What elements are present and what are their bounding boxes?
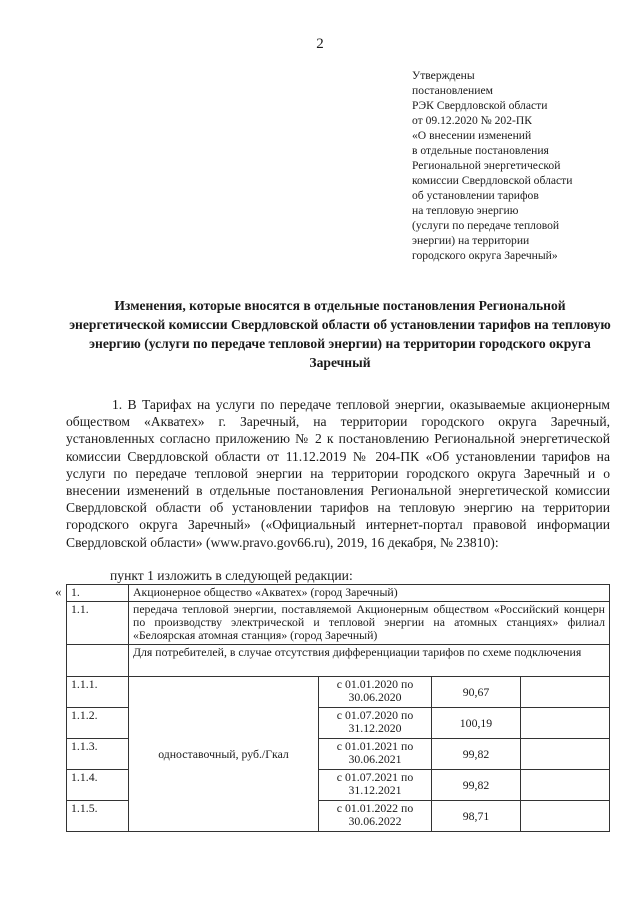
tariff-table bbox=[66, 584, 610, 832]
page-number: 2 bbox=[316, 36, 324, 52]
approval-line: Региональной энергетической bbox=[412, 159, 561, 172]
row-number: 1.1.2. bbox=[67, 708, 129, 739]
row-number: 1. bbox=[67, 585, 129, 602]
org-name-cell: Акционерное общество «Акватех» (город Заречный) bbox=[129, 585, 610, 602]
tariff-value: 98,71 bbox=[432, 801, 521, 832]
approval-line: энергии) на территории bbox=[412, 234, 530, 247]
document-heading: Изменения, которые вносятся в отдельные постановления Региональной энергетической комиссии Свердловской области об установлении тарифов на тепловую энергию (услуги по передаче тепловой энергии) на территории городского округа Заречный bbox=[69, 298, 611, 370]
approval-line: от 09.12.2020 № 202-ПК bbox=[412, 114, 532, 127]
period-cell: с 01.01.2020 по 30.06.2020 bbox=[319, 677, 432, 708]
approval-line: на тепловую энергию bbox=[412, 204, 519, 217]
approval-block bbox=[412, 68, 622, 263]
approval-line: городского округа Заречный» bbox=[412, 249, 558, 262]
period-cell: с 01.07.2020 по 31.12.2020 bbox=[319, 708, 432, 739]
row-number: 1.1.1. bbox=[67, 677, 129, 708]
row-number: 1.1.3. bbox=[67, 739, 129, 770]
row-number: 1.1.5. bbox=[67, 801, 129, 832]
table-row bbox=[67, 585, 610, 602]
empty-cell bbox=[521, 677, 610, 708]
approval-line: (услуги по передаче тепловой bbox=[412, 219, 560, 232]
row-number: 1.1. bbox=[67, 602, 129, 645]
opening-quote: « bbox=[55, 584, 62, 599]
approval-line: в отдельные постановления bbox=[412, 144, 549, 157]
approval-line: Утверждены bbox=[412, 69, 475, 82]
approval-line: «О внесении изменений bbox=[412, 129, 532, 142]
row-number: 1.1.4. bbox=[67, 770, 129, 801]
tariff-value: 99,82 bbox=[432, 739, 521, 770]
period-cell: с 01.01.2022 по 30.06.2022 bbox=[319, 801, 432, 832]
approval-line: комиссии Свердловской области bbox=[412, 174, 573, 187]
approval-line: об установлении тарифов bbox=[412, 189, 539, 202]
table-row bbox=[67, 677, 610, 708]
approval-line: РЭК Свердловской области bbox=[412, 99, 548, 112]
tariff-value: 90,67 bbox=[432, 677, 521, 708]
approval-line: постановлением bbox=[412, 84, 493, 97]
tariff-value: 100,19 bbox=[432, 708, 521, 739]
row-number-empty bbox=[67, 645, 129, 677]
empty-cell bbox=[521, 770, 610, 801]
period-cell: с 01.01.2021 по 30.06.2021 bbox=[319, 739, 432, 770]
empty-cell bbox=[521, 708, 610, 739]
point-instruction: пункт 1 изложить в следующей редакции: bbox=[110, 568, 353, 583]
paragraph-1: 1. В Тарифах на услуги по передаче тепловой энергии, оказываемые акционерным обществом «Акватех» г. Заречный, на территории городского округа Заречный, установленных согласно приложению № 2 к постановлению Региональной энергетической комиссии Свердловской области от 11.12.2019 № 204-ПК «Об установлении тарифов на услуги по передаче тепловой энергии на территории городского округа Заречный и о внесении изменений в отдельные постановления Региональной энергетической комиссии Свердловской области об установлении тарифов на тепловую энергию на территории городского округа Заречный» («Официальный интернет-портал правовой информации Свердловской области» (www.pravo.gov66.ru), 2019, 16 декабря, № 23810): bbox=[66, 397, 610, 550]
rate-unit-cell: одноставочный, руб./Гкал bbox=[129, 677, 319, 832]
tariff-value: 99,82 bbox=[432, 770, 521, 801]
empty-cell bbox=[521, 739, 610, 770]
period-cell: с 01.07.2021 по 31.12.2021 bbox=[319, 770, 432, 801]
table-row bbox=[67, 645, 610, 677]
service-description-cell: передача тепловой энергии, поставляемой Акционерным обществом «Российский концерн по производству электрической и тепловой энергии на атомных станциях» филиал «Белоярская атомная станция» (город Заречный) bbox=[129, 602, 610, 645]
consumer-group-cell: Для потребителей, в случае отсутствия дифференциации тарифов по схеме подключения bbox=[129, 645, 610, 677]
empty-cell bbox=[521, 801, 610, 832]
table-row bbox=[67, 602, 610, 645]
